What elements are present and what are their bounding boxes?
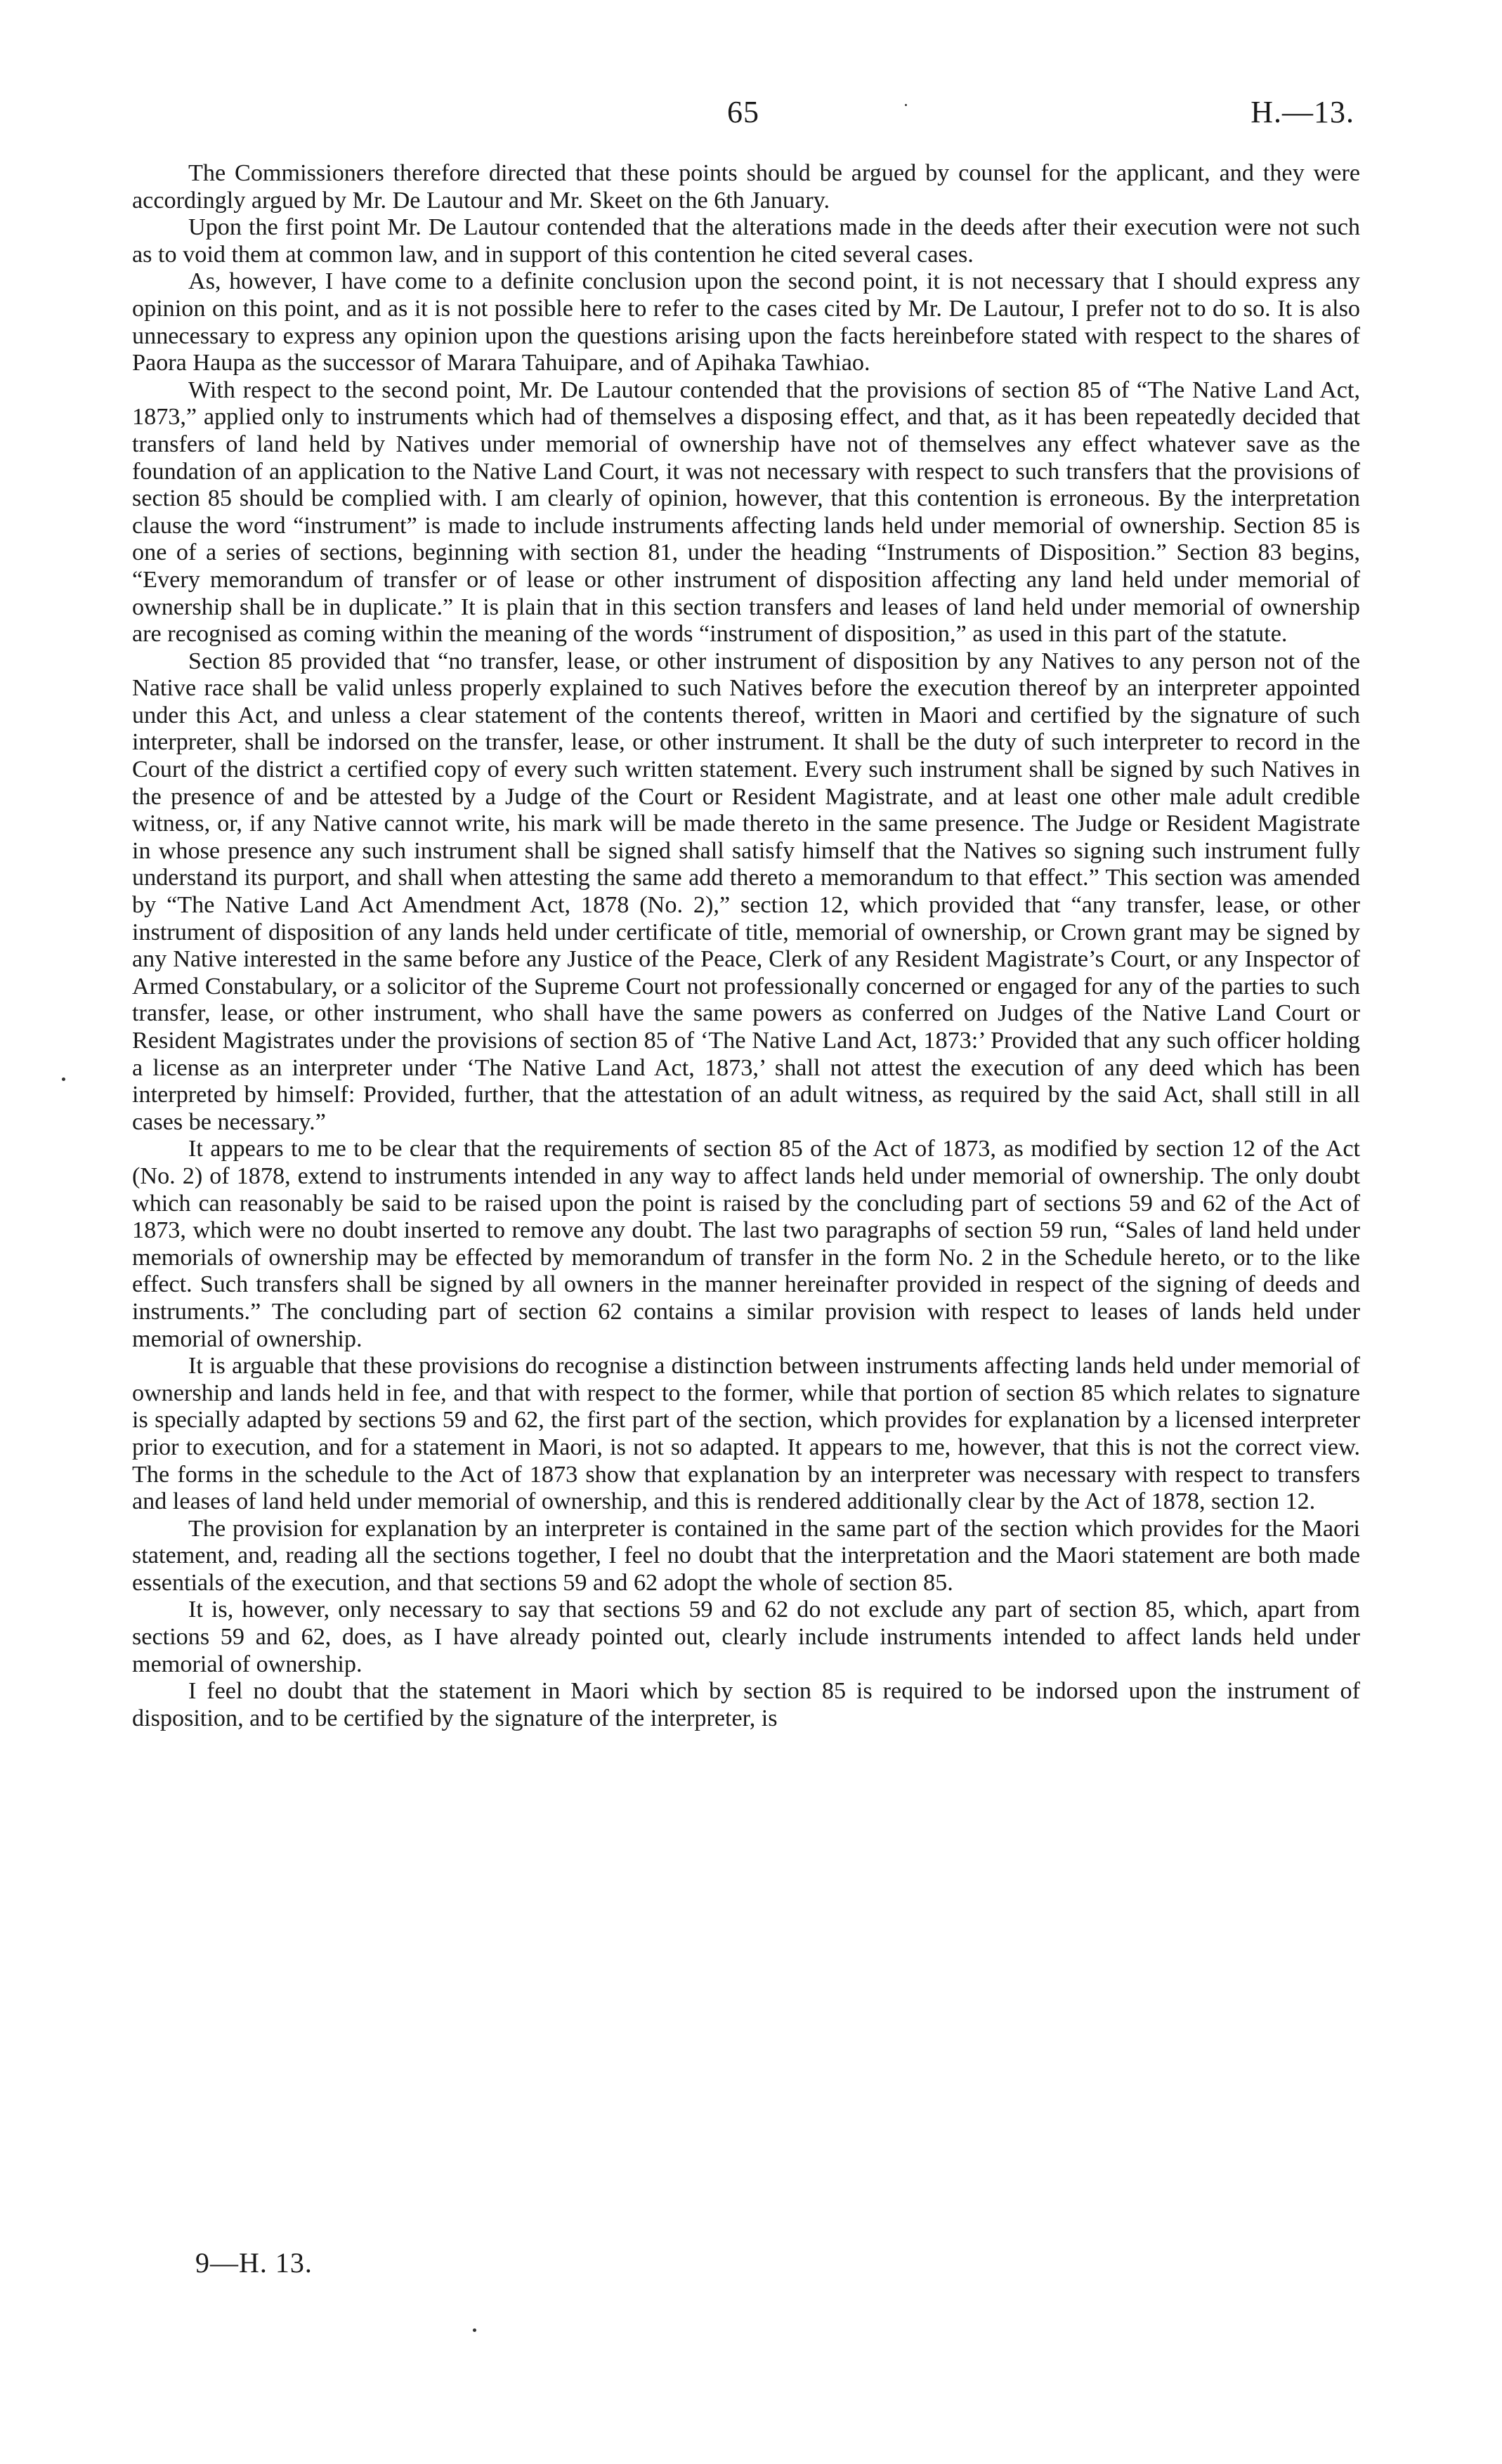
signature-mark: 9—H. 13. — [195, 2247, 313, 2279]
paragraph: With respect to the second point, Mr. De Lautour contended that the provisions of section 85 of “The Native Land Act, 1873,” applied only to instruments which had of themselves a disposing effect, and that, as it has been repeatedly decided that transfers of land held by Natives under memorial of ownership have not of themselves any effect whatever save as the foundation of an application to the Native Land Court, it was not necessary with respect to such transfers that the provisions of section 85 should be complied with. I am clearly of opinion, however, that this contention is erroneous. By the interpretation clause the word “instrument” is made to include instruments affecting lands held under memorial of ownership. Section 85 is one of a series of sections, beginning with section 81, under the heading “Instruments of Disposition.” Section 83 begins, “Every memorandum of transfer or of lease or other instrument of disposition affecting any land held under memorial of ownership shall be in duplicate.” It is plain that in this section transfers and leases of land held under memorial of ownership are recognised as coming within the meaning of the words “instrument of disposition,” as used in this part of the statute. — [132, 376, 1360, 648]
document-reference: H.—13. — [1250, 95, 1354, 129]
paragraph: It is, however, only necessary to say that sections 59 and 62 do not exclude any part of section 85, which, apart from sections 59 and 62, does, as I have already pointed out, clearly include instruments intended to affect lands held under memorial of ownership. — [132, 1597, 1360, 1677]
ink-speck — [905, 104, 907, 106]
paragraph: Upon the first point Mr. De Lautour contended that the alterations made in the deeds after their execution were not such as to void them at common law, and in support of this contention he cited several cases. — [132, 214, 1360, 268]
ink-speck — [62, 1077, 65, 1081]
paragraph: I feel no doubt that the statement in Maori which by section 85 is required to be indorsed upon the instrument of disposition, and to be certified by the signature of the interpreter, is — [132, 1678, 1360, 1731]
ink-speck — [473, 2328, 476, 2332]
paragraph: As, however, I have come to a definite conclusion upon the second point, it is not necessary that I should express any opinion on this point, and as it is not possible here to refer to the cases cited by Mr. De Lautour, I prefer not to do so. It is also unnecessary to express any opinion upon the questions arising upon the facts hereinbefore stated with respect to the shares of Paora Haupa as the successor of Marara Tahuipare, and of Apihaka Tawhiao. — [132, 268, 1360, 376]
page-number: 65 — [727, 95, 759, 129]
body-text — [132, 160, 1360, 1732]
paragraph: The Commissioners therefore directed that these points should be argued by counsel for the applicant, and they were accordingly argued by Mr. De Lautour and Mr. Skeet on the 6th January. — [132, 160, 1360, 214]
paragraph: It is arguable that these provisions do recognise a distinction between instruments affecting lands held under memorial of ownership and lands held in fee, and that with respect to the former, while that portion of section 85 which relates to signature is specially adapted by sections 59 and 62, the first part of the section, which provides for explanation by a licensed interpreter prior to execution, and for a statement in Maori, is not so adapted. It appears to me, however, that this is not the correct view. The forms in the schedule to the Act of 1873 show that explanation by an interpreter was necessary with respect to transfers and leases of land held under memorial of ownership, and this is rendered additionally clear by the Act of 1878, section 12. — [132, 1353, 1360, 1515]
paragraph: It appears to me to be clear that the requirements of section 85 of the Act of 1873, as modified by section 12 of the Act (No. 2) of 1878, extend to instruments intended in any way to affect lands held under memorial of ownership. The only doubt which can reasonably be said to be raised upon the point is raised by the concluding part of sections 59 and 62 of the Act of 1873, which were no doubt inserted to remove any doubt. The last two paragraphs of section 59 run, “Sales of land held under memorials of ownership may be effected by memorandum of transfer in the form No. 2 in the Schedule hereto, or to the like effect. Such transfers shall be signed by all owners in the manner hereinafter provided in respect of the signing of deeds and instruments.” The concluding part of section 62 contains a similar provision with respect to leases of lands held under memorial of ownership. — [132, 1136, 1360, 1352]
paragraph: Section 85 provided that “no transfer, lease, or other instrument of disposition by any Natives to any person not of the Native race shall be valid unless properly explained to such Natives before the execution thereof by an interpreter appointed under this Act, and unless a clear statement of the contents thereof, written in Maori and certified by the signature of such interpreter, shall be indorsed on the transfer, lease, or other instrument. It shall be the duty of such interpreter to record in the Court of the district a certified copy of every such written statement. Every such instrument shall be signed by such Natives in the presence of and be attested by a Judge of the Court or Resident Magistrate, and at least one other male adult credible witness, or, if any Native cannot write, his mark will be made thereto in the same presence. The Judge or Resident Magistrate in whose presence any such instrument shall be signed shall satisfy himself that the Natives so signing such instrument fully understand its purport, and shall when attesting the same add thereto a memorandum to that effect.” This section was amended by “The Native Land Act Amendment Act, 1878 (No. 2),” section 12, which provided that “any transfer, lease, or other instrument of disposition of any lands held under certificate of title, memorial of ownership, or Crown grant may be signed by any Native interested in the same before any Justice of the Peace, Clerk of any Resident Magistrate’s Court, or any Inspector of Armed Constabulary, or a solicitor of the Supreme Court not professionally concerned or engaged for any of the parties to such transfer, lease, or other instrument, who shall have the same powers as conferred on Judges of the Native Land Court or Resident Magistrates under the provisions of section 85 of ‘The Native Land Act, 1873:’ Provided that any such officer holding a license as an interpreter under ‘The Native Land Act, 1873,’ shall not attest the execution of any deed which has been interpreted by himself: Provided, further, that the attestation of an adult witness, as required by the said Act, shall still in all cases be necessary.” — [132, 648, 1360, 1135]
paragraph: The provision for explanation by an interpreter is contained in the same part of the section which provides for the Maori statement, and, reading all the sections together, I feel no doubt that the interpretation and the Maori statement are both made essentials of the execution, and that sections 59 and 62 adopt the whole of section 85. — [132, 1515, 1360, 1596]
